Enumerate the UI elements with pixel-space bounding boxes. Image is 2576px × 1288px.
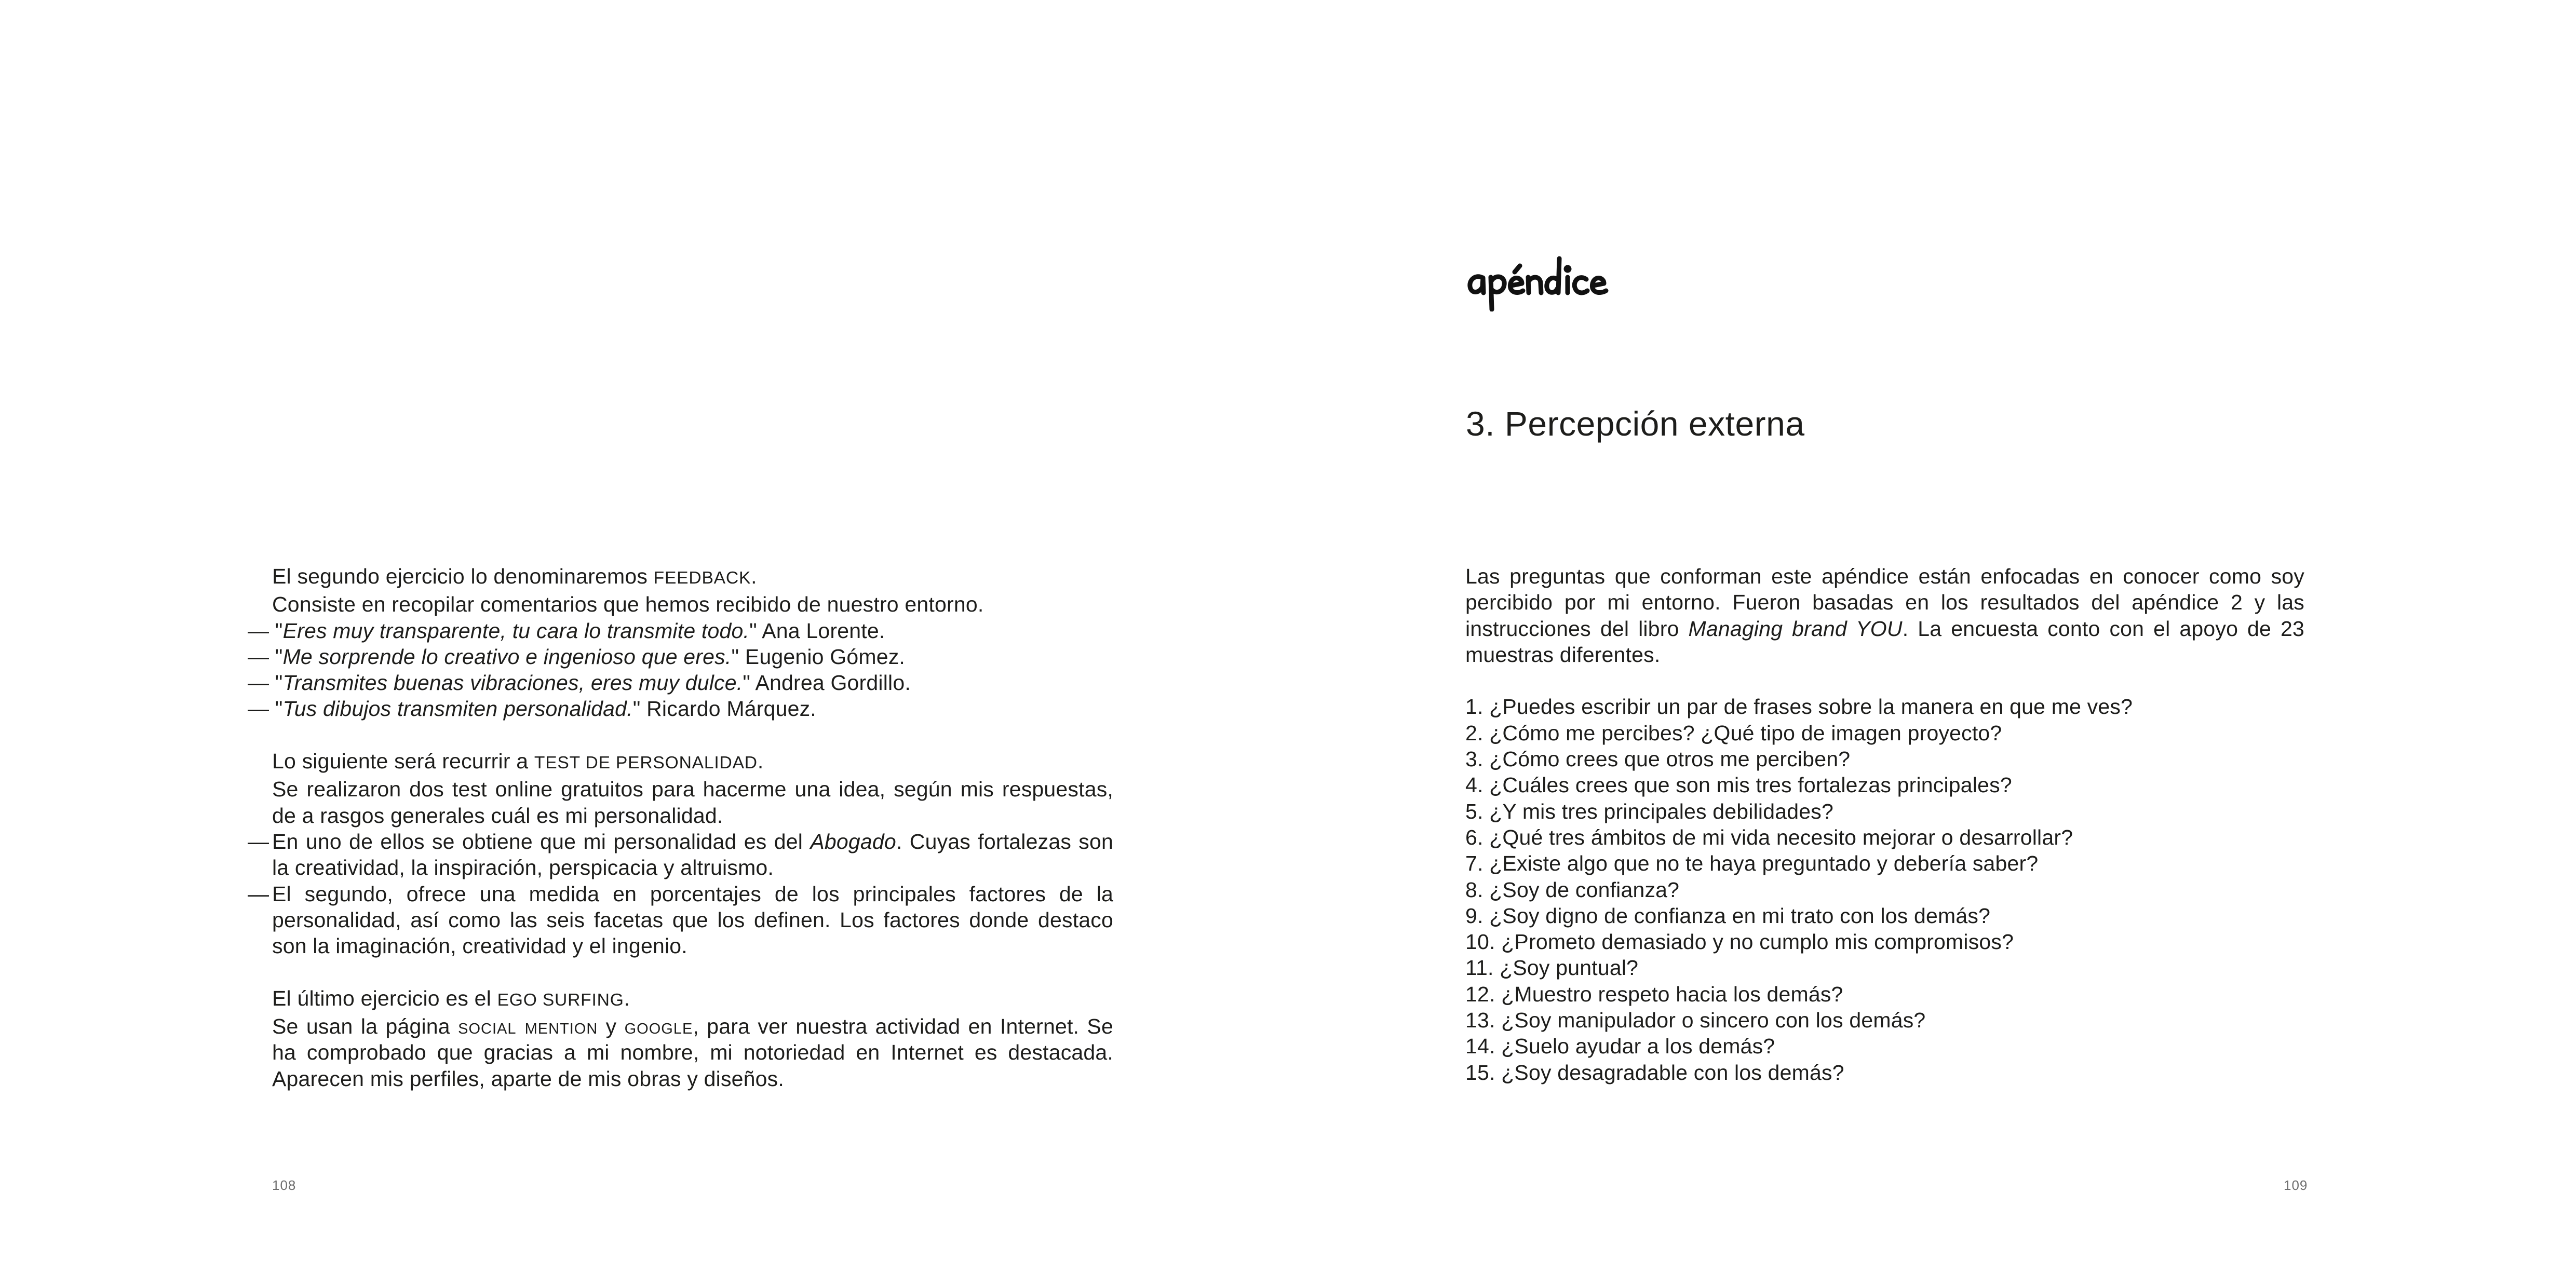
question-item: 10. ¿Prometo demasiado y no cumplo mis compromisos? (1465, 930, 2014, 954)
social-mention-keyword: social mention (458, 1014, 598, 1039)
feedback-intro (272, 563, 1113, 591)
question-item: 14. ¿Suelo ayudar a los demás? (1465, 1034, 1775, 1059)
quote-text: Me sorprende lo creativo e ingenioso que eres. (282, 644, 732, 669)
item-text: En uno de ellos se obtiene que mi personalidad es del (272, 829, 811, 853)
personality-item (248, 829, 1113, 881)
question-item: 5. ¿Y mis tres principales debilidades? (1465, 799, 1833, 823)
ego-desc-after: , para ver nuestra actividad en Internet. Se ha comprobado que gracias a mi nombre, mi notoriedad en Internet es destacada. Aparecen mis perfiles, aparte de mis obras y diseños. (272, 1014, 1113, 1091)
feedback-quote (248, 670, 1113, 696)
feedback-intro-text: El segundo ejercicio lo denominaremos (272, 564, 654, 588)
appendix-intro (1465, 563, 2304, 668)
item-text-after: . Cuyas fortalezas son la creatividad, la inspiración, perspicacia y altruismo. (272, 829, 1113, 880)
page-number: 109 (2284, 1177, 2308, 1193)
personality-description: Se realizaron dos test online gratuitos para hacerme una idea, según mis respuestas, de a rasgos generales cuál es mi personalidad. (272, 777, 1113, 828)
appendix-intro-end: . La encuesta conto con el apoyo de 23 muestras diferentes. (1465, 616, 2305, 667)
dash-bullet: — (248, 671, 269, 695)
ego-intro-end: . (624, 986, 630, 1010)
paragraph-gap (272, 959, 1113, 985)
appendix-intro-text: Las preguntas que conforman este apéndice están enfocadas en conocer como soy percibido por mi entorno. Fueron basadas en los resultados del apéndice 2 y las instrucciones del libro (1465, 564, 2304, 641)
ego-desc-text: Se usan la página (272, 1014, 458, 1039)
feedback-quote (248, 644, 1113, 670)
question-item: 13. ¿Soy manipulador o sincero con los demás? (1465, 1008, 1926, 1033)
quote-author: Eugenio Gómez. (739, 644, 905, 669)
quote-text: Transmites buenas vibraciones, eres muy dulce. (282, 671, 743, 695)
appendix-logo-lettering (1466, 254, 1616, 311)
quote-author: Andrea Gordillo. (750, 671, 911, 695)
section-title: 3. Percepción externa (1466, 404, 1805, 443)
quote-close: " (731, 644, 739, 669)
dash-bullet: — (248, 697, 269, 721)
ego-keyword: EGO SURFING (497, 990, 624, 1010)
personality-item (248, 881, 1113, 959)
dash-bullet: — (248, 618, 269, 643)
personality-intro (272, 748, 1113, 776)
question-item: 2. ¿Cómo me percibes? ¿Qué tipo de imagen proyecto? (1465, 721, 2002, 745)
quote-open: " (275, 697, 283, 721)
quote-close: " (749, 618, 757, 643)
ego-intro-text: El último ejercicio es el (272, 986, 497, 1010)
feedback-keyword: FEEDBACK (653, 568, 751, 588)
quote-open: " (275, 671, 283, 695)
google-keyword: google (624, 1014, 693, 1039)
quote-open: " (275, 618, 283, 643)
question-item: 8. ¿Soy de confianza? (1465, 877, 1680, 902)
personality-intro-text: Lo siguiente será recurrir a (272, 749, 534, 774)
question-item: 6. ¿Qué tres ámbitos de mi vida necesito mejorar o desarrollar? (1465, 825, 2073, 849)
item-text: El segundo, ofrece una medida en porcentajes de los principales factores de la personalidad, así como las seis facetas que los definen. Los factores donde destaco son la imaginación, creatividad y el ingenio. (272, 882, 1113, 958)
dash-bullet: — (248, 829, 269, 853)
right-page (1288, 0, 2576, 1288)
page-number: 108 (272, 1177, 296, 1193)
quote-author: Ana Lorente. (757, 618, 885, 643)
ego-surfing-section (272, 985, 1113, 1092)
ego-surfing-description (272, 1013, 1113, 1092)
book-title: Managing brand YOU (1688, 616, 1903, 641)
feedback-section (248, 563, 1113, 722)
personality-keyword: TEST DE PERSONALIDAD (534, 753, 758, 773)
question-item: 12. ¿Muestro respeto hacia los demás? (1465, 982, 1843, 1006)
paragraph-gap (272, 722, 1113, 748)
questions-list (1465, 694, 2304, 1085)
feedback-intro-end: . (751, 564, 757, 588)
quote-open: " (275, 644, 283, 669)
quote-close: " (743, 671, 751, 695)
right-page-body (1465, 563, 2304, 1086)
question-item: 15. ¿Soy desagradable con los demás? (1465, 1060, 1844, 1084)
item-emphasis: Abogado (810, 829, 896, 853)
feedback-quote (248, 618, 1113, 644)
question-item: 3. ¿Cómo crees que otros me perciben? (1465, 747, 1851, 771)
feedback-description: Consiste en recopilar comentarios que hemos recibido de nuestro entorno. (272, 592, 984, 617)
dash-bullet: — (248, 644, 269, 669)
ego-surfing-intro (272, 985, 1113, 1013)
personality-test-section (248, 748, 1113, 959)
quote-author: Ricardo Márquez. (640, 697, 816, 721)
feedback-quote (248, 696, 1113, 722)
dash-bullet: — (248, 882, 269, 906)
paragraph-gap (1465, 668, 2304, 694)
left-page-body (248, 563, 1113, 1092)
question-item: 7. ¿Existe algo que no te haya preguntado y debería saber? (1465, 851, 2039, 876)
appendix-handwritten-logo (1466, 254, 1616, 311)
quote-text: Eres muy transparente, tu cara lo transmite todo. (282, 618, 750, 643)
question-item: 9. ¿Soy digno de confianza en mi trato con los demás? (1465, 903, 1991, 928)
question-item: 4. ¿Cuáles crees que son mis tres fortalezas principales? (1465, 773, 2012, 797)
question-item: 11. ¿Soy puntual? (1465, 956, 1639, 980)
quote-text: Tus dibujos transmiten personalidad. (282, 697, 633, 721)
question-item: 1. ¿Puedes escribir un par de frases sobre la manera en que me ves? (1465, 695, 2133, 719)
quote-close: " (632, 697, 641, 721)
personality-intro-end: . (757, 749, 764, 774)
ego-desc-mid: y (598, 1014, 625, 1039)
